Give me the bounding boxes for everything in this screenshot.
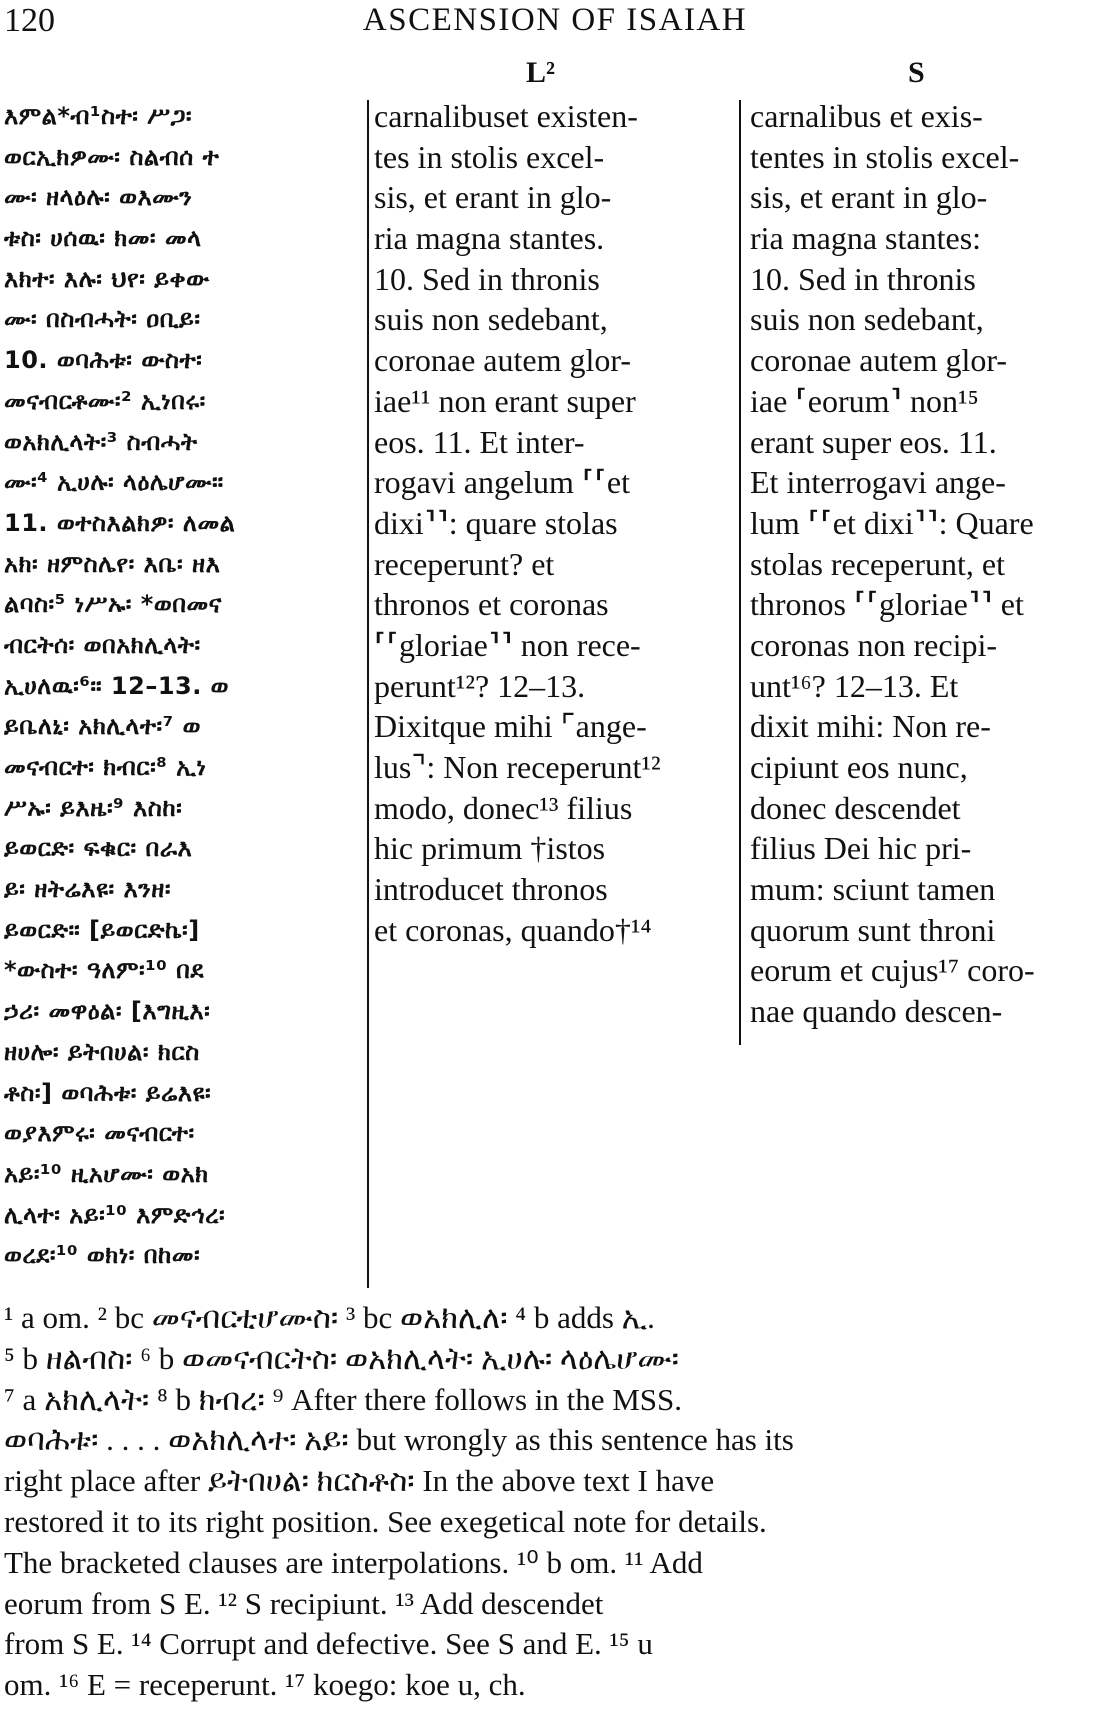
text-line: unt¹⁶? 12–13. Et: [750, 667, 959, 704]
text-line: ria magna stantes:: [750, 220, 982, 257]
text-line: ria magna stantes.: [374, 220, 605, 257]
text-line: eorum et cujus¹⁷ coro-: [750, 952, 1035, 989]
text-line: sis, et erant in glo-: [750, 179, 988, 216]
text-line: Et interrogavi ange-: [750, 464, 1006, 501]
text-line: ወረደ፡¹⁰ ወክነ፡ በከመ፡: [4, 1241, 201, 1270]
text-line: filius Dei hic pri-: [750, 830, 972, 867]
column-divider-left: [367, 100, 369, 1288]
text-line: ይወርድ፡ ፍቁር፡ በራእ: [4, 834, 193, 863]
column-divider-right: [739, 100, 741, 1045]
text-line: መናብርቶሙ፡² ኢነበሩ፡: [4, 386, 206, 415]
text-line: ወባሕቱ፡ . . . . ወአክሊላተ፡ አይ፡ but wrongly as this sentence has its: [4, 1422, 794, 1458]
text-line: iae ⸢eorum⸣ non¹⁵: [750, 382, 979, 419]
text-line: ⁷ a አክሊላት፡ ⁸ b ክብረ፡ ⁹ After there follows in the MSS.: [4, 1381, 683, 1417]
text-line: ወያእምሩ፡ መናብርተ፡: [4, 1119, 195, 1148]
text-line: et coronas, quando†¹⁴: [374, 911, 652, 948]
s-column-heading: S: [908, 56, 925, 89]
text-line: ሥኡ፡ ይእዜ፡⁹ እስከ፡: [4, 793, 183, 822]
text-line: stolas receperunt, et: [750, 545, 1005, 582]
text-line: ሙ፡ ዘላዕሉ፡ ወእሙን: [4, 183, 193, 212]
text-line: 10. Sed in thronis: [750, 260, 976, 297]
text-line: rogavi angelum ⸢⸢et: [374, 464, 630, 501]
text-line: ብርትሰ፡ ወበአክሊላት፡: [4, 630, 201, 659]
text-line: 11. ወተስእልክዎ፡ ለመል: [4, 508, 236, 537]
text-line: ⸢⸢gloriae⸣⸣ non rece-: [374, 626, 641, 663]
text-line: tes in stolis excel-: [374, 138, 605, 175]
latin-s-text-column: [750, 96, 1106, 1032]
text-line: introducet thronos: [374, 871, 608, 908]
page-number: 120: [4, 2, 55, 39]
text-line: ሙ፡ በስብሓት፡ ዐቢይ፡: [4, 305, 201, 334]
l2-column-heading: L²: [526, 56, 556, 89]
text-line: tentes in stolis excel-: [750, 138, 1020, 175]
text-line: lus⌝: Non receperunt¹²: [374, 749, 661, 785]
text-line: 10. ወባሕቱ፡ ውስተ፡: [4, 346, 203, 375]
latin-l2-text-column: [374, 96, 726, 950]
text-line: 10. Sed in thronis: [374, 260, 600, 297]
text-line: suis non sedebant,: [750, 301, 984, 338]
text-line: om. ¹⁶ E = receperunt. ¹⁷ koego: koe u, ch.: [4, 1667, 526, 1703]
text-line: ወርኢክዎሙ፡ ስልብሰ ተ: [4, 142, 220, 171]
text-line: ዘሀሎ፡ ይትበሀል፡ ክርስ: [4, 1037, 200, 1066]
text-line: iae¹¹ non erant super: [374, 382, 636, 419]
text-line: ቶስ፡] ወባሕቱ፡ ይሬእዩ፡: [4, 1078, 212, 1107]
ethiopic-text-column: [4, 96, 362, 1276]
text-line: mum: sciunt tamen: [750, 871, 996, 908]
text-line: cipiunt eos nunc,: [750, 749, 968, 785]
text-line: ⁵ b ዘልብስ፡ ⁶ b ወመናብርትስ፡ ወአክሊላት፡ ኢሀሉ፡ ላዕሌሆሙ፡: [4, 1340, 680, 1376]
text-line: eos. 11. Et inter-: [374, 423, 585, 460]
text-line: ወአክሊላት፡³ ስብሓት: [4, 427, 198, 456]
text-line: dixi⸣⸣: quare stolas: [374, 504, 618, 541]
text-line: ይወርድ። [ይወርድኬ፡]: [4, 915, 200, 944]
text-line: coronas non recipi-: [750, 626, 998, 663]
text-line: እምል*ብ¹ስተ፡ ሥጋ፡: [4, 102, 193, 130]
text-line: lum ⸢⸢et dixi⸣⸣: Quare: [750, 504, 1034, 541]
text-line: quorum sunt throni: [750, 911, 996, 948]
text-line: *ውስተ፡ ዓለም፡¹⁰ በደ: [4, 956, 204, 985]
text-line: hic primum †istos: [374, 830, 606, 867]
text-line: thronos et coronas: [374, 586, 609, 623]
text-line: ኢሀለዉ፡⁶። 12–13. ወ: [4, 671, 230, 700]
text-line: suis non sedebant,: [374, 301, 608, 338]
text-line: sis, et erant in glo-: [374, 179, 612, 216]
text-line: እክተ፡ እሉ፡ ህየ፡ ይቀው: [4, 264, 210, 293]
page-header: [0, 2, 1110, 42]
text-line: thronos ⸢⸢gloriae⸣⸣ et: [750, 586, 1024, 623]
text-line: ሙ፡⁴ ኢሀሉ፡ ላዕሌሆሙ።: [4, 468, 224, 497]
text-line: ይ፡ ዘትሬእዩ፡ እንዘ፡: [4, 875, 172, 904]
footnotes: [4, 1298, 1104, 1706]
text-line: The bracketed clauses are interpolations. ¹⁰ b om. ¹¹ Add: [4, 1544, 703, 1580]
text-line: አክ፡ ዘምስሌየ፡ እቤ፡ ዘእ: [4, 549, 221, 578]
text-line: from S E. ¹⁴ Corrupt and defective. See S and E. ¹⁵ u: [4, 1626, 653, 1662]
text-line: receperunt? et: [374, 545, 555, 582]
text-line: ¹ a om. ² bc መናብርቲሆሙስ፡ ³ bc ወአክሊለ፡ ⁴ b adds ኢ.: [4, 1300, 655, 1335]
text-line: ይቤለኒ፡ አክሊላተ፡⁷ ወ: [4, 712, 201, 741]
running-title: ASCENSION OF ISAIAH: [362, 2, 748, 38]
text-line: perunt¹²? 12–13.: [374, 667, 586, 704]
text-line: coronae autem glor-: [750, 342, 1008, 379]
text-line: ቱስ፡ ሀሰዉ፡ ክመ፡ መላ: [4, 224, 202, 253]
text-line: dixit mihi: Non re-: [750, 708, 991, 745]
text-line: ልባስ፡⁵ ነሥኡ፡ *ወበመና: [4, 590, 222, 619]
text-line: ኃሪ፡ መዋዕል፡ [እግዚእ፡: [4, 997, 211, 1026]
text-line: ሊላተ፡ አይ፡¹⁰ እምድኅረ፡: [4, 1200, 226, 1229]
text-line: erant super eos. 11.: [750, 423, 997, 460]
text-line: eorum from S E. ¹² S recipiunt. ¹³ Add descendet: [4, 1585, 604, 1621]
text-line: coronae autem glor-: [374, 342, 632, 379]
text-line: carnalibus et exis-: [750, 98, 983, 134]
text-line: donec descendet: [750, 789, 961, 826]
text-line: መናብርተ፡ ክብር፡⁸ ኢነ: [4, 753, 207, 781]
text-line: modo, donec¹³ filius: [374, 789, 633, 826]
text-line: carnalibuset existen-: [374, 98, 638, 134]
text-line: Dixitque mihi ⌜ange-: [374, 708, 647, 745]
text-line: nae quando descen-: [750, 993, 1003, 1030]
text-line: restored it to its right position. See exegetical note for details.: [4, 1503, 767, 1539]
text-line: right place after ይትበሀል፡ ክርስቶስ፡ In the above text I have: [4, 1463, 715, 1499]
text-line: አይ፡¹⁰ ዚአሆሙ፡ ወአክ: [4, 1159, 209, 1188]
